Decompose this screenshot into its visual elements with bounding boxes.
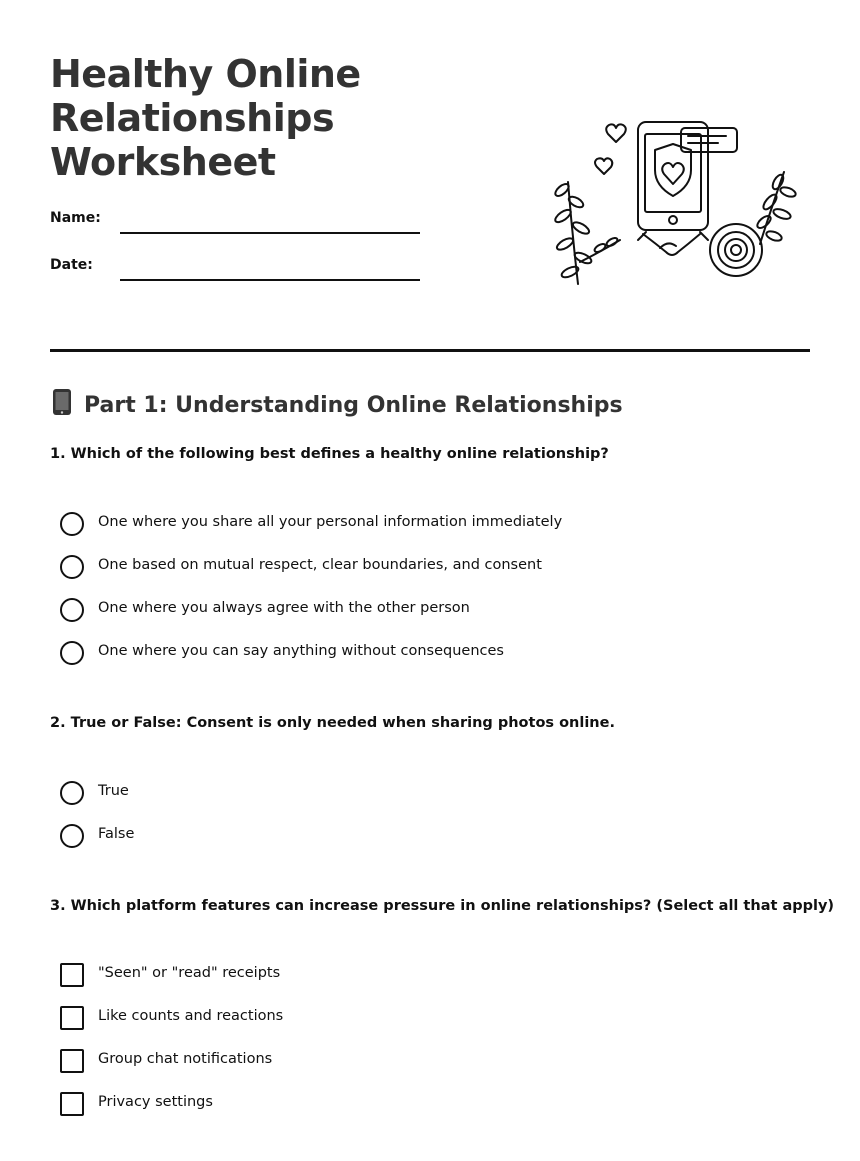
checkbox[interactable] [60, 1092, 84, 1116]
checkbox[interactable] [60, 963, 84, 987]
part1-title: Part 1: Understanding Online Relationships [84, 393, 623, 418]
option-label: One based on mutual respect, clear boundaries, and consent [98, 557, 542, 573]
part1-heading [50, 388, 623, 418]
radio-button[interactable] [60, 641, 84, 665]
question-3: 3. Which platform features can increase pressure in online relationships? (Select all that apply) [50, 898, 835, 914]
radio-button[interactable] [60, 512, 84, 536]
checkbox[interactable] [60, 1006, 84, 1030]
name-label: Name: [50, 210, 101, 226]
option-label: One where you can say anything without consequences [98, 643, 504, 659]
phone-icon [638, 122, 708, 230]
option-label: "Seen" or "read" receipts [98, 965, 281, 981]
option-label: One where you share all your personal information immediately [98, 514, 563, 530]
checkbox[interactable] [60, 1049, 84, 1073]
heart-icon [606, 124, 626, 142]
mobile-phone-icon [50, 388, 74, 416]
radio-button[interactable] [60, 555, 84, 579]
question-2: 2. True or False: Consent is only needed when sharing photos online. [50, 715, 615, 731]
question-1: 1. Which of the following best defines a healthy online relationship? [50, 446, 609, 462]
option-label: Privacy settings [98, 1094, 213, 1110]
option-label: Group chat notifications [98, 1051, 273, 1067]
radio-button[interactable] [60, 598, 84, 622]
date-line[interactable] [120, 279, 420, 281]
heart-icon [662, 163, 684, 184]
date-field[interactable] [50, 257, 430, 287]
option-label: Like counts and reactions [98, 1008, 284, 1024]
phone-safety-illustration [548, 112, 798, 292]
option-label: True [98, 783, 129, 799]
radio-button[interactable] [60, 824, 84, 848]
option-label: False [98, 826, 135, 842]
section-divider [50, 349, 810, 352]
title-line: Relationships [50, 96, 335, 140]
heart-icon [595, 158, 612, 174]
name-field[interactable] [50, 210, 430, 240]
date-label: Date: [50, 257, 93, 273]
option-label: One where you always agree with the other person [98, 600, 470, 616]
name-line[interactable] [120, 232, 420, 234]
radio-button[interactable] [60, 781, 84, 805]
worksheet-title [50, 52, 470, 184]
title-line: Healthy Online [50, 52, 361, 96]
title-line: Worksheet [50, 140, 276, 184]
